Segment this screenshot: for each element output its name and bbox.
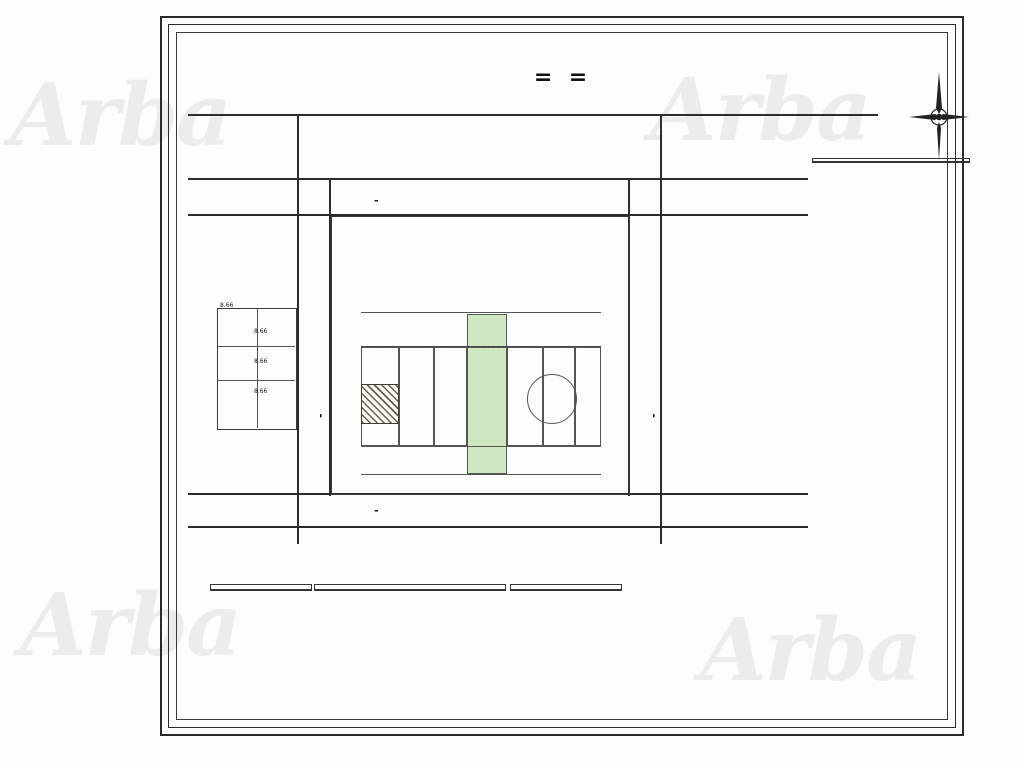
col-guia bbox=[930, 159, 969, 162]
detail-dim-b: 8.66 bbox=[254, 358, 268, 365]
col-lote bbox=[852, 159, 891, 162]
distancias-table bbox=[510, 584, 622, 591]
lot-highlight-11a bbox=[467, 314, 507, 474]
distancias-caption bbox=[511, 585, 621, 590]
street-line-avellaneda-inner bbox=[329, 178, 331, 496]
street-line-sanmartin-outer bbox=[188, 526, 808, 528]
watermark-arba: Arba bbox=[650, 60, 870, 161]
catastro-block bbox=[817, 52, 965, 66]
page-title: = = bbox=[533, 65, 591, 90]
servicios-table bbox=[314, 584, 506, 591]
street-label-quintana: - bbox=[647, 412, 660, 418]
lot-inner-d bbox=[507, 346, 543, 446]
table-header-row bbox=[813, 159, 969, 162]
lot-split-line-3 bbox=[361, 446, 601, 447]
servicios-caption bbox=[315, 585, 505, 590]
street-line-sanmartin-inner bbox=[188, 493, 808, 495]
street-line-arenales-outer bbox=[188, 178, 808, 180]
angulos-table bbox=[210, 584, 312, 591]
block-outline bbox=[331, 216, 630, 495]
street-label-arenales: - bbox=[374, 194, 380, 207]
lot-inner-e bbox=[543, 346, 575, 446]
detail-parcel-inset bbox=[217, 308, 297, 430]
detail-dim-c: 8.66 bbox=[254, 388, 268, 395]
street-line-top bbox=[188, 114, 878, 116]
lot-highlight-11b bbox=[467, 346, 507, 474]
circle-annotation bbox=[527, 374, 577, 424]
street-label-sanmartin: - bbox=[374, 504, 380, 517]
lot-split-line-1 bbox=[361, 312, 601, 313]
cuartel-label bbox=[202, 66, 218, 84]
detail-parcel-lines bbox=[217, 308, 295, 428]
col-sup bbox=[891, 159, 930, 162]
angulos-caption bbox=[211, 585, 311, 590]
lot-split-line-4 bbox=[361, 474, 601, 475]
lot-hatched bbox=[361, 384, 399, 424]
watermark-arba: Arba bbox=[20, 575, 240, 676]
street-line-quintana-outer bbox=[660, 114, 662, 544]
col-parcela bbox=[813, 159, 852, 162]
detail-dim-top: 8.66 bbox=[220, 302, 234, 309]
lot-row-north bbox=[361, 216, 601, 274]
plan-sheet-border bbox=[160, 16, 964, 736]
watermark-arba: Arba bbox=[700, 600, 920, 701]
street-line-arenales-inner bbox=[188, 214, 808, 216]
compass-rose-icon bbox=[907, 70, 971, 162]
detail-dim-a: 8.66 bbox=[254, 328, 268, 335]
block-lot-layout bbox=[331, 216, 628, 493]
lot-inner-c bbox=[434, 346, 467, 446]
lot-column-west bbox=[331, 216, 361, 493]
parcel-table bbox=[812, 158, 970, 163]
street-label-avellaneda: - bbox=[314, 412, 327, 418]
street-line-quintana-inner bbox=[628, 178, 630, 496]
lot-split-line-2 bbox=[361, 346, 601, 348]
lot-inner-b bbox=[399, 346, 434, 446]
watermark-arba: Arba bbox=[10, 65, 230, 166]
dimension-row-top bbox=[361, 207, 601, 216]
lot-inner-f bbox=[575, 346, 601, 446]
manzana-label bbox=[202, 92, 218, 110]
street-line-avellaneda-outer bbox=[297, 114, 299, 544]
estudiada-block bbox=[784, 648, 787, 681]
plan-inner-border bbox=[176, 32, 948, 720]
lot-inner-a bbox=[361, 346, 399, 446]
lot-column-east bbox=[601, 216, 628, 493]
